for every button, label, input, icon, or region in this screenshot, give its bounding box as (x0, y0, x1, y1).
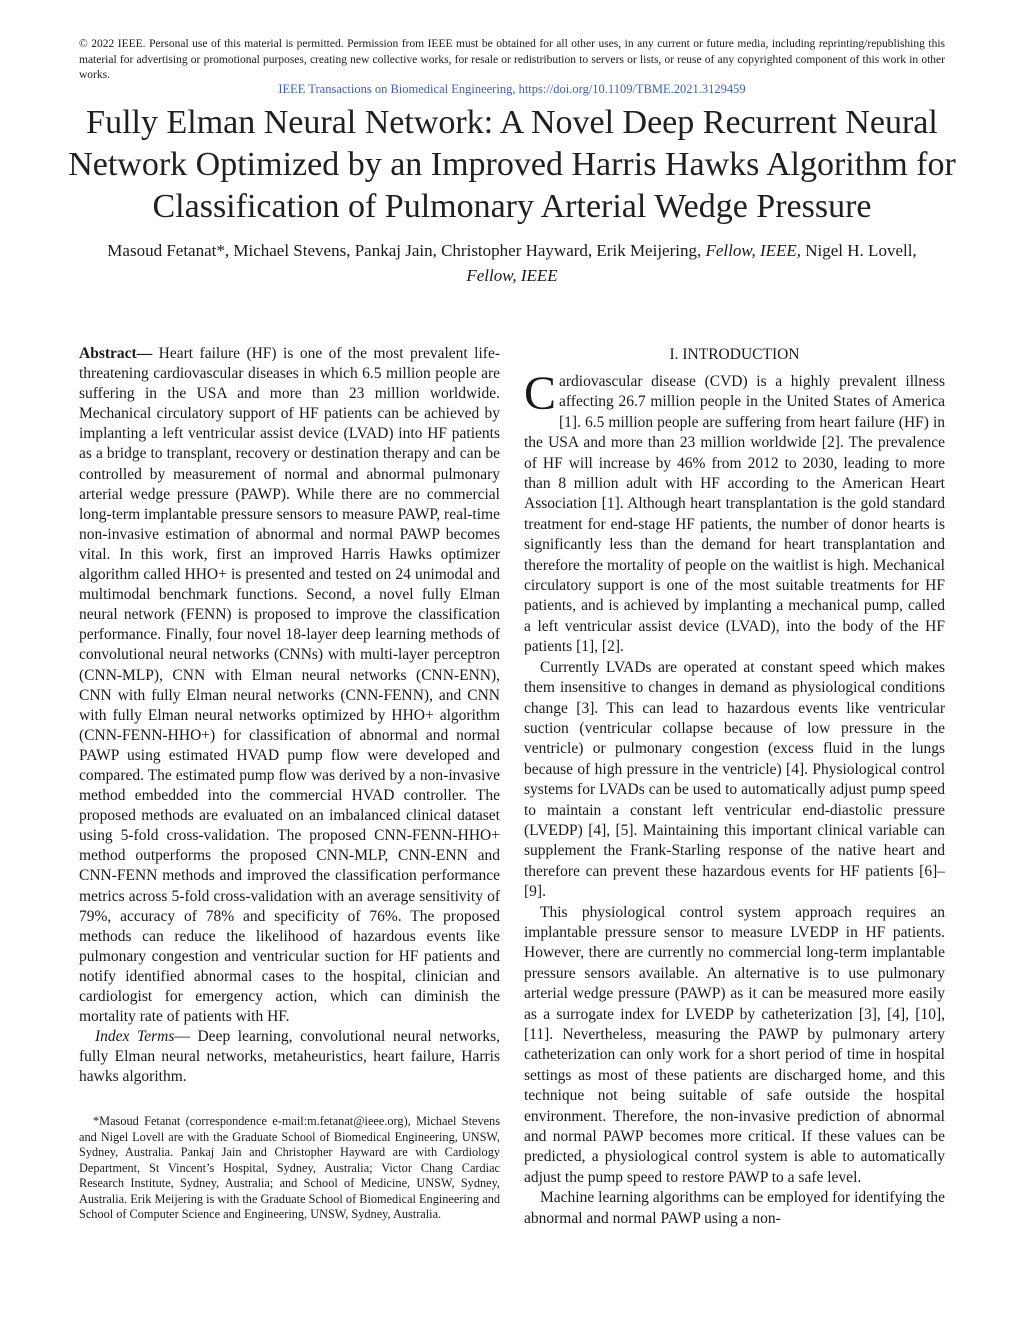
author-fellow-1: Fellow, IEEE, (705, 241, 802, 260)
drop-cap: C (524, 367, 557, 420)
author-names-2: Nigel H. Lovell, (805, 241, 917, 260)
left-column (79, 344, 500, 1087)
doi-link[interactable]: https://doi.org/10.1109/TBME.2021.3129459 (518, 82, 746, 96)
section-heading-introduction: I. INTRODUCTION (669, 346, 800, 363)
abstract-dash: — (136, 345, 153, 362)
index-terms-label: Index Terms (95, 1028, 175, 1046)
index-terms (79, 1027, 500, 1087)
intro-paragraph-4: Machine learning algorithms can be employed for identifying the abnormal and normal PAWP using a non- (524, 1189, 945, 1227)
author-affiliation-footnote: *Masoud Fetanat (correspondence e-mail:m.fetanat@ieee.org), Michael Stevens and Nigel Lovell are with the Graduate School of Biomedical Engineering, UNSW, Sydney, Australia. Pankaj Jain and Christopher Hayward are with Cardiology Department, St Vincent’s Hospital, Sydney, Australia; Victor Chang Cardiac Research Institute, Sydney, Australia; and School of Medicine, UNSW, Sydney, Australia. Erik Meijering is with the Graduate School of Biomedical Engineering and School of Computer Science and Engineering, UNSW, Sydney, Australia. (79, 1114, 500, 1221)
author-fellow-2: Fellow, IEEE (466, 266, 558, 285)
index-terms-dash: — (174, 1028, 190, 1046)
intro-paragraph-1-text: ardiovascular disease (CVD) is a highly prevalent illness affecting 26.7 million people in the United States of America [1]. 6.5 million people are suffering from heart failure (HF) in the USA and more than 23 million worldwide [2]. The prevalence of HF will increase by 46% from 2012 to 2030, leading to more than 8 million adult with HF according to the American Heart Association [1]. Although heart transplantation is the gold standard treatment for end-stage HF patients, the number of donor hearts is significantly less than the demand for heart transplantation and therefore the mortality of people on the waitlist is high. Mechanical circulatory support is one of the most suitable treatments for HF patients, and is achieved by implanting a mechanical pump, called a left ventricular assist device (LVAD), into the body of the HF patients [1], [2]. (524, 373, 945, 656)
publication-venue (0, 81, 1024, 97)
abstract-label: Abstract (79, 345, 137, 362)
paper-title: Fully Elman Neural Network: A Novel Deep Recurrent Neural Network Optimized by an Improved Harris Hawks Algorithm for Classification of Pulmonary Arterial Wedge Pressure (68, 104, 956, 225)
abstract-text: Heart failure (HF) is one of the most prevalent life-threatening cardiovascular diseases in which 6.5 million people are suffering in the USA and more than 23 million worldwide. Mechanical circulatory support of HF patients can be achieved by implanting a left ventricular assist device (LVAD) into HF patients as a bridge to transplant, recovery or destination therapy and can be controlled by measurement of normal and abnormal pulmonary arterial wedge pressure (PAWP). While there are no commercial long-term implantable pressure sensors to measure PAWP, real-time non-invasive estimation of abnormal and normal PAWP becomes vital. In this work, first an improved Harris Hawks optimizer algorithm called HHO+ is presented and tested on 24 unimodal and multimodal benchmark functions. Second, a novel fully Elman neural network (FENN) is proposed to improve the classification performance. Finally, four novel 18-layer deep learning methods of convolutional neural networks (CNNs) with multi-layer perceptron (CNN-MLP), CNN with Elman neural networks (CNN-ENN), CNN with fully Elman neural networks (CNN-FENN), and CNN with fully Elman neural networks optimized by HHO+ algorithm (CNN-FENN-HHO+) for classification of abnormal and normal PAWP using estimated HVAD pump flow were developed and compared. The estimated pump flow was derived by a non-invasive method embedded into the commercial HVAD controller. The proposed methods are evaluated on an imbalanced clinical dataset using 5-fold cross-validation. The proposed CNN-FENN-HHO+ method outperforms the proposed CNN-MLP, CNN-ENN and CNN-FENN methods and improved the classification performance metrics across 5-fold cross-validation with an average sensitivity of 79%, accuracy of 78% and specificity of 76%. The proposed methods can reduce the likelihood of hazardous events like pulmonary congestion and ventricular suction for HF patients and notify identified abnormal cases to the hospital, clinician and cardiologist for emergency action, which can diminish the mortality rate of patients with HF. (79, 345, 500, 1026)
intro-paragraph-3: This physiological control system approach requires an implantable pressure sensor to measure LVEDP in HF patients. However, there are currently no commercial long-term implantable pressure sensors available. An alternative is to use pulmonary arterial wedge pressure (PAWP) as it can be measured more easily as a surrogate index for LVEDP by catheterization [3], [4], [10], [11]. Nevertheless, measuring the PAWP by pulmonary artery catheterization can only work for a short period of time in hospital settings as most of these patients are discharged home, and this technique not being suitable of safe outside the hospital environment. Therefore, the non-invasive prediction of abnormal and normal PAWP becomes more critical. If these values can be predicted, a physiological control system is able to automatically adjust the pump speed to restore PAWP to a safe level. (524, 903, 945, 1186)
right-column (524, 344, 945, 1229)
abstract (79, 344, 500, 1027)
author-names-1: Masoud Fetanat*, Michael Stevens, Pankaj Jain, Christopher Hayward, Erik Meijering, (107, 241, 702, 260)
author-list (90, 238, 934, 288)
intro-paragraph-2: Currently LVADs are operated at constant speed which makes them insensitive to changes in demand as physiological conditions change [3]. This can lead to hazardous events like ventricular suction (ventricular collapse because of low pressure in the ventricle) or pulmonary congestion (excess fluid in the lungs because of high pressure in the ventricle) [4]. Physiological control systems for LVADs can be used to automatically adjust pump speed to maintain a constant left ventricular end-diastolic pressure (LVEDP) [4], [5]. Maintaining this important clinical variable can supplement the Frank-Starling response of the native heart and therefore can prevent these hazardous events for HF patients [6]–[9]. (524, 658, 945, 901)
journal-name: IEEE Transactions on Biomedical Engineering, (278, 82, 516, 96)
index-terms-text: Deep learning, convolutional neural networks, fully Elman neural networks, metaheuristics, heart failure, Harris hawks algorithm. (79, 1028, 500, 1086)
intro-paragraph-1 (524, 367, 945, 658)
copyright-notice: © 2022 IEEE. Personal use of this material is permitted. Permission from IEEE must be obtained for all other uses, in any current or future media, including reprinting/republishing this material for advertising or promotional purposes, creating new collective works, for resale or redistribution to servers or lists, or reuse of any copyrighted component of this work in other works. (79, 38, 945, 81)
